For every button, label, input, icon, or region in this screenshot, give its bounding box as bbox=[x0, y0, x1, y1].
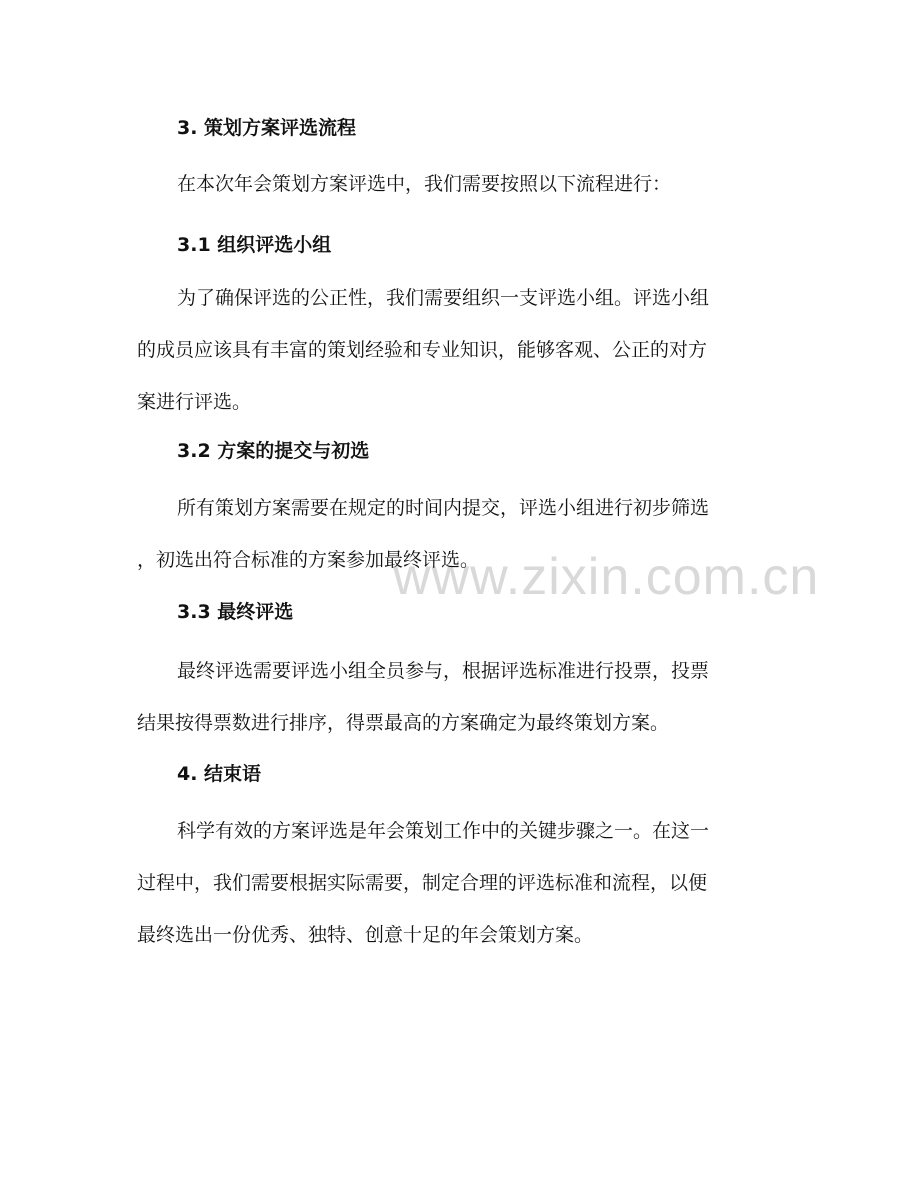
paragraph-3-2 bbox=[137, 482, 777, 586]
section-heading-4: 4. 结束语 bbox=[177, 763, 262, 785]
paragraph-3-intro bbox=[137, 158, 777, 210]
paragraph-line: 最终评选需要评选小组全员参与，根据评选标准进行投票，投票 bbox=[177, 660, 710, 682]
paragraph-line: 所有策划方案需要在规定的时间内提交，评选小组进行初步筛选 bbox=[177, 497, 710, 519]
paragraph-line: 科学有效的方案评选是年会策划工作中的关键步骤之一。在这一 bbox=[177, 820, 710, 842]
paragraph-line: 的成员应该具有丰富的策划经验和专业知识，能够客观、公正的对方 bbox=[137, 339, 708, 361]
paragraph-3-1 bbox=[137, 272, 777, 428]
paragraph-3-3 bbox=[137, 645, 777, 749]
section-heading-3-2: 3.2 方案的提交与初选 bbox=[177, 440, 370, 462]
paragraph-line: 为了确保评选的公正性，我们需要组织一支评选小组。评选小组 bbox=[177, 287, 710, 309]
section-heading-3-1: 3.1 组织评选小组 bbox=[177, 234, 332, 256]
watermark: www.zixin.com.cn bbox=[393, 548, 820, 606]
paragraph-line: 案进行评选。 bbox=[137, 391, 252, 413]
section-heading-3: 3. 策划方案评选流程 bbox=[177, 117, 357, 139]
paragraph-line: 在本次年会策划方案评选中，我们需要按照以下流程进行： bbox=[177, 173, 672, 195]
paragraph-line: 结果按得票数进行排序，得票最高的方案确定为最终策划方案。 bbox=[137, 712, 670, 734]
paragraph-line: 最终选出一份优秀、独特、创意十足的年会策划方案。 bbox=[137, 924, 594, 946]
paragraph-4 bbox=[137, 805, 777, 961]
paragraph-line: 过程中，我们需要根据实际需要，制定合理的评选标准和流程，以便 bbox=[137, 872, 708, 894]
paragraph-line: ，初选出符合标准的方案参加最终评选。 bbox=[137, 549, 480, 571]
section-heading-3-3: 3.3 最终评选 bbox=[177, 601, 294, 623]
